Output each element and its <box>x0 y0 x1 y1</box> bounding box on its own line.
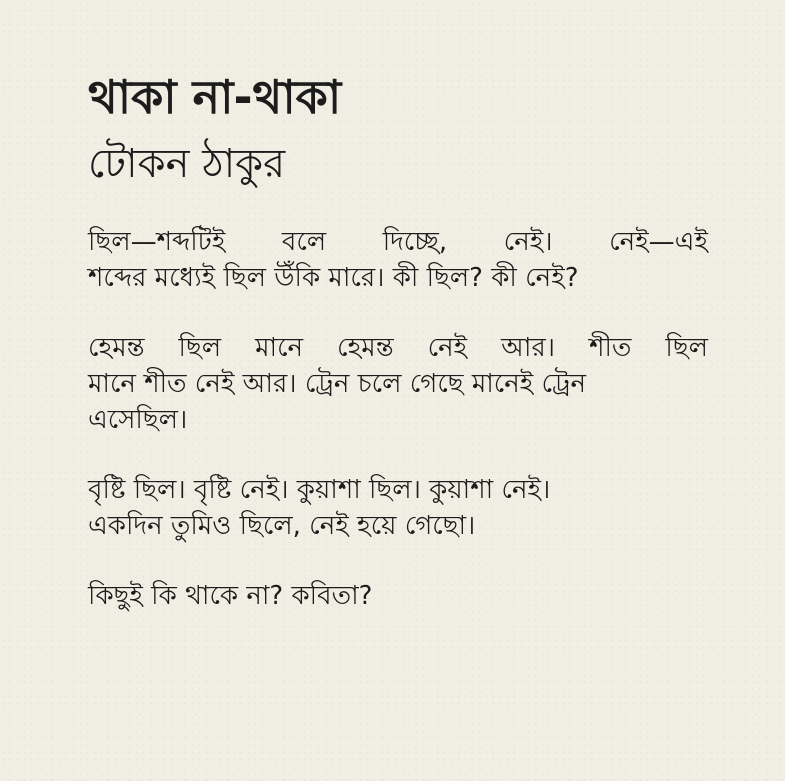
stanza-4 <box>88 578 708 614</box>
poem-line: ছিল—শব্দটিই বলে দিচ্ছে, নেই। নেই—এই <box>88 227 708 257</box>
poem-line: বৃষ্টি ছিল। বৃষ্টি নেই। কুয়াশা ছিল। কুয়াশা নেই। <box>88 475 551 505</box>
poem-title: থাকা না-থাকা <box>88 70 342 124</box>
poem-line: শব্দের মধ্যেই ছিল উঁকি মারে। কী ছিল? কী নেই? <box>88 263 579 293</box>
stanza-3 <box>88 472 708 544</box>
poem-line: হেমন্ত ছিল মানে হেমন্ত নেই আর। শীত ছিল <box>88 333 708 363</box>
poem-line: কিছুই কি থাকে না? কবিতা? <box>88 581 373 611</box>
stanza-2 <box>88 330 708 438</box>
poem-page <box>88 62 708 648</box>
poem-line: মানে শীত নেই আর। ট্রেন চলে গেছে মানেই ট্রেন <box>88 369 587 399</box>
poem-line: একদিন তুমিও ছিলে, নেই হয়ে গেছো। <box>88 511 476 541</box>
stanza-1 <box>88 224 708 296</box>
poem-body <box>88 224 708 614</box>
poem-author: টোকন ঠাকুর <box>88 141 286 187</box>
poem-line: এসেছিল। <box>88 405 188 435</box>
